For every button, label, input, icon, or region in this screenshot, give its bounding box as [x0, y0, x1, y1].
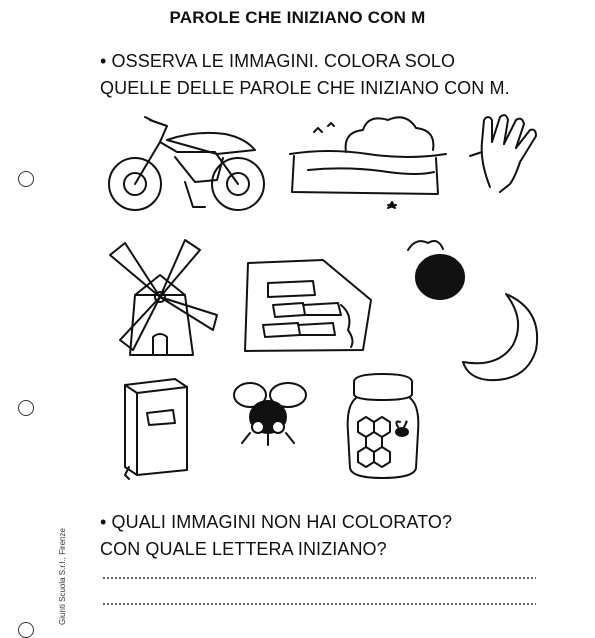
instruction-line-2: QUELLE DELLE PAROLE CHE INIZIANO CON M.	[100, 78, 510, 98]
binder-hole-bottom	[18, 622, 34, 638]
book-picture	[115, 375, 200, 480]
motorcycle-picture	[105, 112, 270, 217]
sea-picture	[288, 112, 448, 217]
fly-picture	[228, 377, 313, 447]
instruction-line-1: • OSSERVA LE IMMAGINI. COLORA SOLO	[100, 51, 456, 71]
honey-jar-picture	[342, 372, 427, 482]
binder-hole-middle	[18, 400, 34, 416]
question-line-1: • QUALI IMMAGINI NON HAI COLORATO?	[100, 512, 453, 532]
wall-picture	[243, 255, 378, 360]
answer-line-2[interactable]	[102, 603, 536, 605]
moon-picture	[458, 290, 543, 385]
windmill-picture	[105, 235, 220, 360]
page-title: PAROLE CHE INIZIANO CON M	[169, 8, 426, 27]
question-line-2: CON QUALE LETTERA INIZIANO?	[100, 539, 387, 559]
publisher-credit: Giunti Scuola S.r.l., Firenze	[58, 528, 67, 625]
binder-hole-top	[18, 171, 34, 187]
answer-line-1[interactable]	[102, 577, 536, 579]
hand-picture	[460, 112, 555, 197]
